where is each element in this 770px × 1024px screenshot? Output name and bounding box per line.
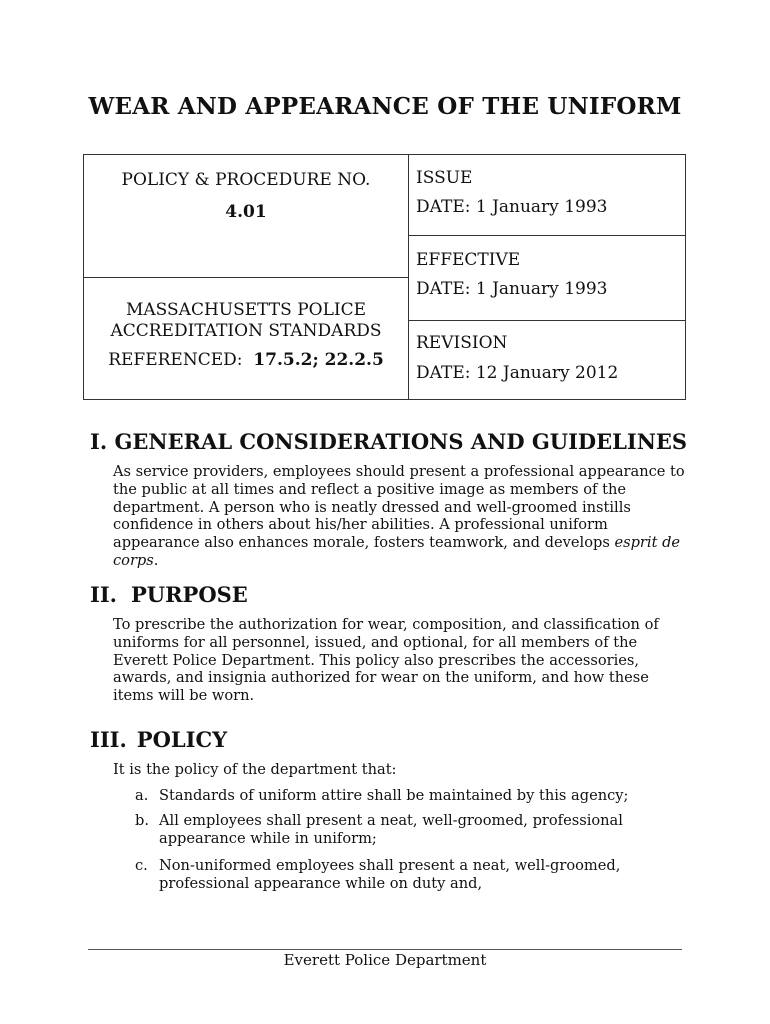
effective-label: EFFECTIVE	[416, 250, 521, 270]
list-item	[159, 812, 679, 848]
section-heading-policy	[90, 727, 227, 752]
page-title: WEAR AND APPEARANCE OF THE UNIFORM	[88, 93, 682, 120]
list-item	[159, 787, 679, 805]
list-marker: a.	[135, 787, 149, 804]
section-heading-purpose	[90, 582, 248, 607]
list-item-line: appearance while in uniform;	[159, 829, 377, 847]
footer-rule	[88, 949, 682, 950]
italic-text: corps	[113, 551, 154, 569]
paragraph-line	[113, 552, 693, 570]
section-heading-general: I. GENERAL CONSIDERATIONS AND GUIDELINES	[90, 429, 688, 454]
paragraph-line: uniforms for all personnel, issued, and optional, for all members of the	[113, 633, 638, 651]
list-item-line: professional appearance while on duty and,	[159, 874, 483, 892]
list-item-line: Non-uniformed employees shall present a neat, well-groomed,	[159, 857, 621, 874]
italic-text: esprit de	[614, 534, 681, 552]
revision-label: REVISION	[416, 333, 508, 353]
section-purpose-body	[113, 616, 693, 705]
paragraph-line: awards, and insignia authorized for wear on the uniform, and how these	[113, 669, 649, 687]
section-general-body	[113, 463, 693, 570]
text-run: .	[153, 551, 159, 569]
list-item	[159, 857, 679, 893]
policy-number: 4.01	[225, 202, 267, 222]
accreditation-line-1: MASSACHUSETTS POLICE	[125, 300, 366, 320]
accreditation-line-2: ACCREDITATION STANDARDS	[110, 321, 382, 341]
list-item-line: Standards of uniform attire shall be maintained by this agency;	[159, 787, 629, 804]
issue-date: DATE: 1 January 1993	[416, 197, 608, 217]
paragraph-line: As service providers, employees should present a professional appearance to	[113, 463, 685, 480]
paragraph-line: confidence in others about his/her abilities. A professional uniform	[113, 516, 608, 534]
list-item-line: All employees shall present a neat, well-groomed, professional	[159, 812, 623, 829]
list-marker: c.	[135, 857, 148, 874]
referenced-label: REFERENCED:	[108, 350, 243, 370]
effective-date: DATE: 1 January 1993	[416, 279, 608, 299]
paragraph-line: To prescribe the authorization for wear, composition, and classification of	[113, 616, 659, 633]
paragraph-line: the public at all times and reflect a positive image as members of the	[113, 480, 626, 498]
text-run: appearance also enhances morale, fosters teamwork, and develops	[113, 534, 615, 552]
issue-label: ISSUE	[416, 168, 473, 188]
section-title: PURPOSE	[130, 582, 248, 607]
revision-date: DATE: 12 January 2012	[416, 363, 619, 383]
referenced-standards	[83, 350, 409, 370]
footer-text: Everett Police Department	[283, 951, 487, 969]
referenced-value: 17.5.2; 22.2.5	[253, 350, 384, 370]
table-divider	[83, 277, 409, 278]
table-divider	[408, 320, 686, 321]
paragraph-line	[113, 534, 693, 552]
paragraph-line: items will be worn.	[113, 687, 255, 705]
list-marker: b.	[135, 812, 149, 829]
policy-label: POLICY & PROCEDURE NO.	[121, 170, 371, 190]
table-divider	[408, 235, 686, 236]
paragraph-line: department. A person who is neatly dressed and well-groomed instills	[113, 498, 631, 516]
paragraph-line: Everett Police Department. This policy also prescribes the accessories,	[113, 651, 640, 669]
policy-intro: It is the policy of the department that:	[113, 761, 397, 778]
section-number: II.	[90, 582, 117, 607]
section-number: III.	[90, 727, 127, 752]
section-title: POLICY	[136, 727, 228, 752]
